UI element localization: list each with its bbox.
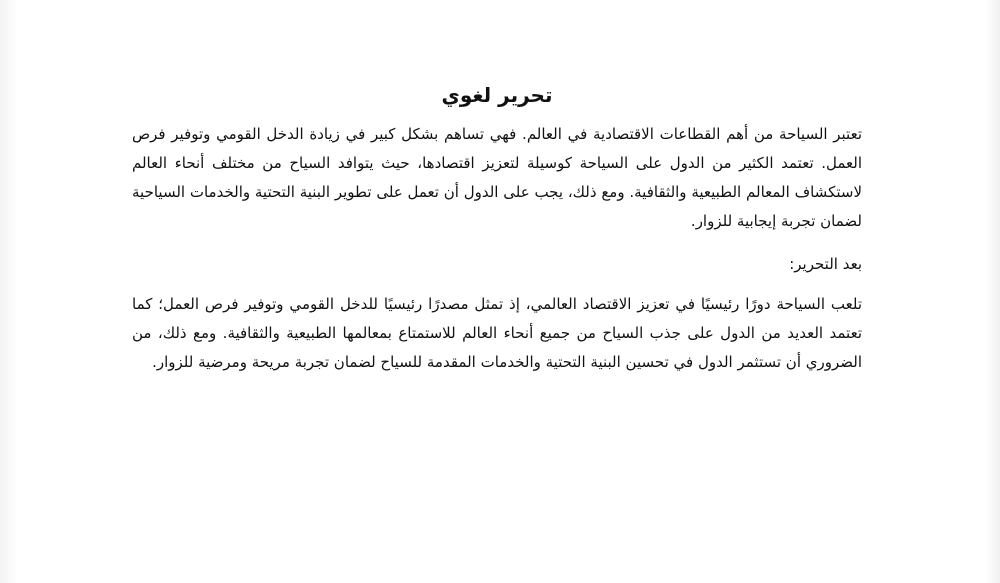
document-body bbox=[132, 82, 862, 377]
edited-paragraph: تلعب السياحة دورًا رئيسيًا في تعزيز الاقتصاد العالمي، إذ تمثل مصدرًا رئيسيًا للدخل القومي وتوفير فرص العمل؛ كما تعتمد العديد من الدول على جذب السياح من جميع أنحاء العالم للاستمتاع بمعالمها الطبيعية والثقافية. ومع ذلك، من الضروري أن تستثمر الدول في تحسين البنية التحتية والخدمات المقدمة للسياح لضمان تجربة مريحة ومرضية للزوار. bbox=[132, 295, 862, 371]
after-edit-heading: بعد التحرير: bbox=[789, 255, 862, 273]
original-paragraph: تعتبر السياحة من أهم القطاعات الاقتصادية في العالم. فهي تساهم بشكل كبير في زيادة الدخل القومي وتوفير فرص العمل. تعتمد الكثير من الدول على السياحة كوسيلة لتعزيز اقتصادها، حيث يتوافد السياح من مختلف أنحاء العالم لاستكشاف المعالم الطبيعية والثقافية. ومع ذلك، يجب على الدول أن تعمل على تطوير البنية التحتية والخدمات السياحية لضمان تجربة إيجابية للزوار. bbox=[132, 125, 862, 230]
document-title: تحرير لغوي bbox=[441, 83, 553, 107]
